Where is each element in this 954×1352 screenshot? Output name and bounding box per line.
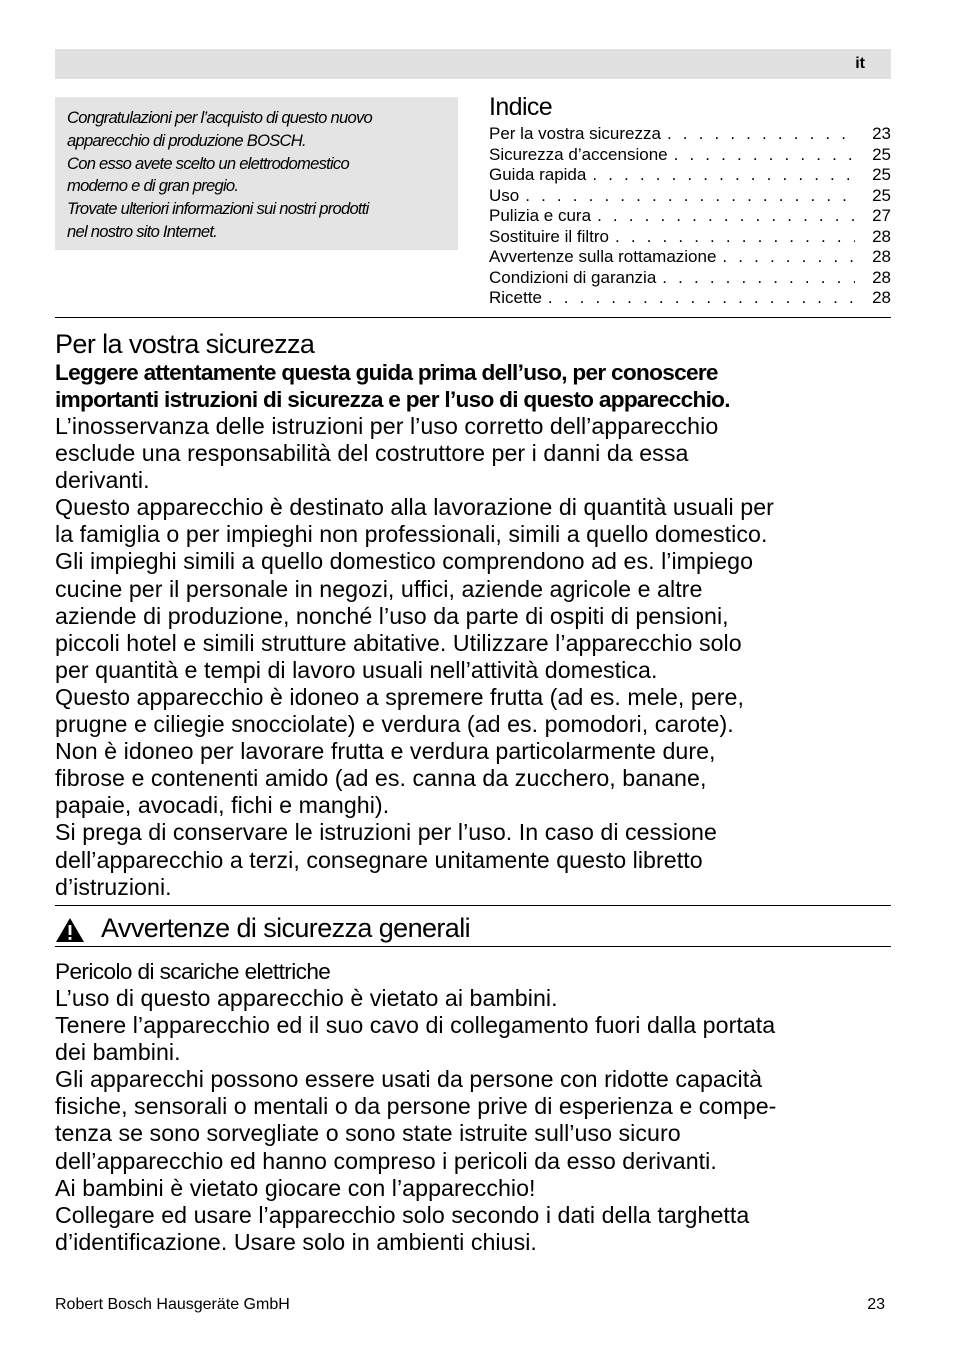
toc-item[interactable] xyxy=(489,206,891,227)
safety-lead-line: importanti istruzioni di sicurezza e per l’uso di questo apparecchio. xyxy=(55,387,730,412)
toc-leader xyxy=(615,227,855,248)
safety-body-line: cucine per il personale in negozi, uffici, aziende agricole e altre xyxy=(55,575,703,602)
toc-item-page: 28 xyxy=(872,226,891,246)
safety-lead-line: Leggere attentamente questa guida prima dell’uso, per conoscere xyxy=(55,360,718,385)
toc-item-page: 25 xyxy=(872,144,891,164)
safety-body-line: dell’apparecchio a terzi, consegnare unitamente questo libretto xyxy=(55,846,703,873)
safety-body-line: Questo apparecchio è idoneo a spremere frutta (ad es. mele, pere, xyxy=(55,683,744,710)
language-code: it xyxy=(855,55,865,72)
warnings-body-line: Gli apparecchi possono essere usati da persone con ridotte capacità xyxy=(55,1066,763,1093)
toc-item-label: Avvertenze sulla rottamazione xyxy=(489,247,717,266)
toc-item-page: 23 xyxy=(872,124,891,143)
intro-line: Congratulazioni per l’acquisto di questo nuovo xyxy=(67,108,372,127)
safety-body-line: derivanti. xyxy=(55,467,150,494)
toc-item-page: 25 xyxy=(872,165,891,184)
toc-item[interactable] xyxy=(489,165,891,186)
warnings-body-line: d’identificazione. Usare solo in ambienti chiusi. xyxy=(55,1228,537,1255)
toc-item[interactable] xyxy=(489,268,891,289)
toc-item-label: Pulizia e cura xyxy=(489,206,592,225)
safety-title: Per la vostra sicurezza xyxy=(55,329,315,359)
toc-leader xyxy=(597,206,855,227)
section-divider xyxy=(55,946,891,947)
safety-body-line: d’istruzioni. xyxy=(55,873,172,900)
section-divider xyxy=(55,317,891,318)
safety-body-line: L’inosservanza delle istruzioni per l’uso corretto dell’apparecchio xyxy=(55,413,719,439)
safety-body-line: Questo apparecchio è destinato alla lavorazione di quantità usuali per xyxy=(55,494,774,521)
safety-body-line: esclude una responsabilità del costruttore per i danni da essa xyxy=(55,440,689,467)
toc-leader xyxy=(662,268,855,289)
toc-title: Indice xyxy=(489,93,553,121)
intro-line: Con esso avete scelto un elettrodomestico xyxy=(67,153,349,173)
warnings-body-line: L’uso di questo apparecchio è vietato ai bambini. xyxy=(55,985,558,1011)
warnings-body-line: tenza se sono sorvegliate o sono state istruite sull’uso sicuro xyxy=(55,1120,681,1147)
toc-leader xyxy=(722,247,855,268)
warnings-title: Avvertenze di sicurezza generali xyxy=(101,913,471,943)
toc-item-label: Sicurezza d’accensione xyxy=(489,144,668,164)
safety-body-line: aziende di produzione, nonché l’uso da parte di ospiti di pensioni, xyxy=(55,602,729,629)
toc-item-label: Ricette xyxy=(489,288,542,307)
toc-item-page: 28 xyxy=(872,247,891,266)
toc-leader xyxy=(674,145,855,166)
toc-item-label: Condizioni di garanzia xyxy=(489,267,657,287)
footer-company: Robert Bosch Hausgeräte GmbH xyxy=(55,1296,290,1313)
warnings-body-line: dei bambini. xyxy=(55,1039,181,1066)
warning-triangle-icon xyxy=(55,917,85,943)
toc-item-page: 25 xyxy=(872,185,891,205)
safety-body-line: fibrose e contenenti amido (ad es. canna da zucchero, banane, xyxy=(55,765,707,792)
toc-item[interactable] xyxy=(489,247,891,268)
toc-leader xyxy=(548,288,855,309)
safety-section xyxy=(55,329,895,901)
warnings-body-line: Tenere l’apparecchio ed il suo cavo di collegamento fuori dalla portata xyxy=(55,1012,776,1039)
safety-body-line: papaie, avocadi, fichi e manghi). xyxy=(55,792,390,819)
safety-body-line: per quantità e tempi di lavoro usuali nell’attività domestica. xyxy=(55,656,658,683)
warnings-section xyxy=(55,958,895,1256)
warnings-body-line: Collegare ed usare l’apparecchio solo secondo i dati della targhetta xyxy=(55,1201,750,1228)
toc-item-label: Uso xyxy=(489,185,520,205)
section-divider xyxy=(55,905,891,906)
toc-item-page: 28 xyxy=(872,267,891,287)
toc-item[interactable] xyxy=(489,288,891,309)
toc-item[interactable] xyxy=(489,227,891,248)
intro-line: nel nostro sito Internet. xyxy=(67,221,218,241)
header-bar xyxy=(55,49,891,79)
warnings-body-line: fisiche, sensorali o mentali o da persone prive di esperienza e compe- xyxy=(55,1093,777,1120)
warnings-body-line: Ai bambini è vietato giocare con l’apparecchio! xyxy=(55,1174,536,1201)
toc-leader xyxy=(667,124,855,145)
intro-line: apparecchio di produzione BOSCH. xyxy=(67,130,306,150)
table-of-contents xyxy=(489,92,891,309)
intro-box xyxy=(55,97,458,250)
intro-line: Trovate ulteriori informazioni sui nostri prodotti xyxy=(67,199,369,219)
safety-body-line: Gli impieghi simili a quello domestico comprendono ad es. l’impiego xyxy=(55,548,754,575)
toc-item[interactable] xyxy=(489,186,891,207)
safety-body-line: prugne e ciliegie snocciolate) e verdura (ad es. pomodori, carote). xyxy=(55,711,734,738)
toc-item-label: Sostituire il filtro xyxy=(489,226,609,246)
toc-item[interactable] xyxy=(489,145,891,166)
safety-body-line: la famiglia o per impieghi non professionali, simili a quello domestico. xyxy=(55,521,768,548)
toc-item-label: Per la vostra sicurezza xyxy=(489,124,661,143)
toc-item-page: 28 xyxy=(872,288,891,307)
warnings-body-line: dell’apparecchio ed hanno compreso i pericoli da esso derivanti. xyxy=(55,1147,717,1174)
toc-leader xyxy=(592,165,855,186)
toc-item[interactable] xyxy=(489,124,891,145)
toc-item-page: 27 xyxy=(872,206,891,225)
toc-item-label: Guida rapida xyxy=(489,165,587,184)
page-number: 23 xyxy=(867,1296,885,1313)
intro-line: moderno e di gran pregio. xyxy=(67,176,239,196)
toc-leader xyxy=(525,186,855,207)
safety-body-line: Non è idoneo per lavorare frutta e verdura particolarmente dure, xyxy=(55,738,716,765)
warnings-subtitle: Pericolo di scariche elettriche xyxy=(55,959,331,984)
safety-body-line: Si prega di conservare le istruzioni per l’uso. In caso di cessione xyxy=(55,819,717,846)
safety-body-line: piccoli hotel e simili strutture abitative. Utilizzare l’apparecchio solo xyxy=(55,629,742,656)
warnings-heading xyxy=(55,913,470,944)
